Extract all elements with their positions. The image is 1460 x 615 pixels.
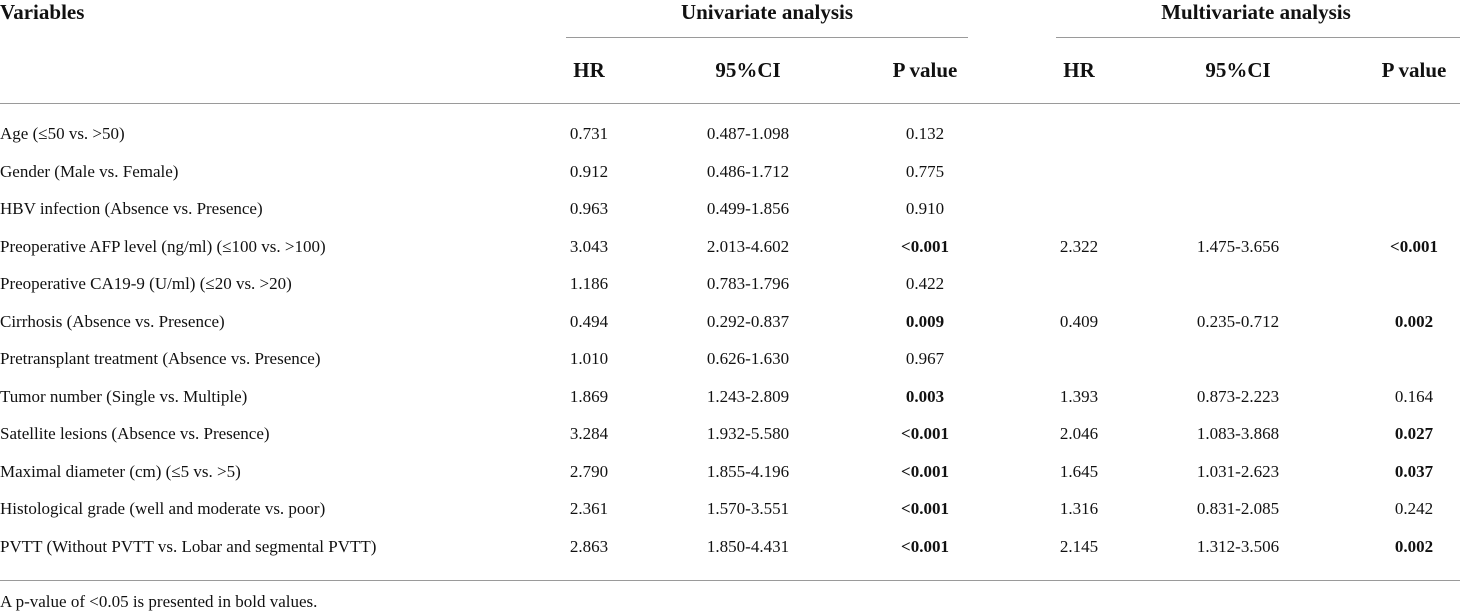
cell-u-hr: 3.043	[569, 236, 609, 256]
cell-u-ci: 1.243-2.809	[706, 386, 790, 406]
cell-m-ci: 1.083-3.868	[1196, 424, 1280, 443]
cell-u-p: <0.001	[901, 499, 949, 518]
header-variables: Variables	[0, 0, 85, 24]
cell-u-ci: 1.570-3.551	[706, 499, 790, 518]
cell-u-hr: 1.869	[569, 386, 609, 406]
cell-u-ci: 0.487-1.098	[706, 124, 790, 143]
cell-u-p: 0.009	[905, 311, 945, 331]
cell-u-hr: 3.284	[569, 424, 609, 443]
cell-m-p: 0.027	[1394, 424, 1434, 443]
cell-u-ci: 0.783-1.796	[706, 274, 790, 293]
cell-u-p: <0.001	[901, 236, 949, 256]
cell-u-ci: 1.855-4.196	[706, 461, 790, 481]
cell-u-ci: 2.013-4.602	[706, 236, 790, 256]
cell-label: Histological grade (well and moderate vs. poor)	[0, 499, 326, 518]
cell-u-hr: 0.494	[569, 311, 609, 331]
header-u-hr: HR	[573, 58, 605, 82]
table-bottom-rule	[0, 580, 1460, 581]
cell-label: Preoperative CA19-9 (U/ml) (≤20 vs. >20)	[0, 274, 292, 293]
cell-u-hr: 2.361	[569, 499, 609, 518]
multivariate-group-rule	[1056, 37, 1460, 38]
cell-m-ci: 1.312-3.506	[1196, 536, 1280, 556]
cell-label: Cirrhosis (Absence vs. Presence)	[0, 311, 225, 331]
cell-m-p: 0.164	[1394, 386, 1434, 406]
cell-m-ci: 0.831-2.085	[1196, 499, 1280, 518]
cell-u-hr: 1.186	[569, 274, 609, 293]
cell-u-p: 0.910	[905, 199, 945, 218]
header-bottom-rule	[0, 103, 1460, 104]
cell-label: Tumor number (Single vs. Multiple)	[0, 386, 248, 406]
cell-u-ci: 0.626-1.630	[706, 349, 790, 368]
cell-m-ci: 1.475-3.656	[1196, 236, 1280, 256]
cell-m-hr: 1.316	[1059, 499, 1099, 518]
cell-label: Gender (Male vs. Female)	[0, 161, 179, 181]
cell-label: Satellite lesions (Absence vs. Presence)	[0, 424, 270, 443]
header-univariate: Univariate analysis	[680, 0, 854, 24]
cell-u-ci: 1.932-5.580	[706, 424, 790, 443]
cell-u-hr: 0.731	[569, 124, 609, 143]
cell-m-p: <0.001	[1390, 236, 1438, 256]
cell-u-p: 0.422	[905, 274, 945, 293]
univariate-group-rule	[566, 37, 968, 38]
cell-m-hr: 1.645	[1059, 461, 1099, 481]
cell-m-ci: 1.031-2.623	[1196, 461, 1280, 481]
cell-m-hr: 1.393	[1059, 386, 1099, 406]
header-u-ci: 95%CI	[715, 58, 781, 82]
cell-u-ci: 0.292-0.837	[706, 311, 790, 331]
cell-m-p: 0.037	[1394, 461, 1434, 481]
cell-label: Maximal diameter (cm) (≤5 vs. >5)	[0, 461, 241, 481]
cell-u-p: 0.132	[905, 124, 945, 143]
header-u-p: P value	[892, 58, 958, 82]
cell-u-p: <0.001	[901, 424, 949, 443]
cell-u-p: 0.967	[905, 349, 945, 368]
cell-m-p: 0.242	[1394, 499, 1434, 518]
cell-u-hr: 0.963	[569, 199, 609, 218]
cell-u-p: 0.775	[905, 161, 945, 181]
cell-m-p: 0.002	[1394, 311, 1434, 331]
cell-m-ci: 0.235-0.712	[1196, 311, 1280, 331]
cell-u-hr: 0.912	[569, 161, 609, 181]
cell-m-hr: 2.322	[1059, 236, 1099, 256]
header-m-hr: HR	[1063, 58, 1095, 82]
cell-m-ci: 0.873-2.223	[1196, 386, 1280, 406]
header-m-ci: 95%CI	[1205, 58, 1271, 82]
cell-m-p: 0.002	[1394, 536, 1434, 556]
cell-u-hr: 2.790	[569, 461, 609, 481]
cell-label: PVTT (Without PVTT vs. Lobar and segmental PVTT)	[0, 536, 377, 556]
cell-m-hr: 0.409	[1059, 311, 1099, 331]
cell-u-p: <0.001	[901, 536, 949, 556]
cell-label: Pretransplant treatment (Absence vs. Presence)	[0, 349, 321, 368]
cell-u-p: <0.001	[901, 461, 949, 481]
cell-u-hr: 2.863	[569, 536, 609, 556]
header-m-p: P value	[1381, 58, 1447, 82]
header-multivariate: Multivariate analysis	[1161, 0, 1351, 24]
footnote: A p-value of <0.05 is presented in bold values.	[0, 592, 318, 611]
cell-m-hr: 2.145	[1059, 536, 1099, 556]
cell-u-ci: 1.850-4.431	[706, 536, 790, 556]
cell-label: Age (≤50 vs. >50)	[0, 124, 125, 143]
cell-label: HBV infection (Absence vs. Presence)	[0, 199, 263, 218]
cell-u-hr: 1.010	[569, 349, 609, 368]
cell-label: Preoperative AFP level (ng/ml) (≤100 vs. >100)	[0, 236, 326, 256]
cell-u-p: 0.003	[905, 386, 945, 406]
cell-m-hr: 2.046	[1059, 424, 1099, 443]
cell-u-ci: 0.486-1.712	[706, 161, 790, 181]
cell-u-ci: 0.499-1.856	[706, 199, 790, 218]
